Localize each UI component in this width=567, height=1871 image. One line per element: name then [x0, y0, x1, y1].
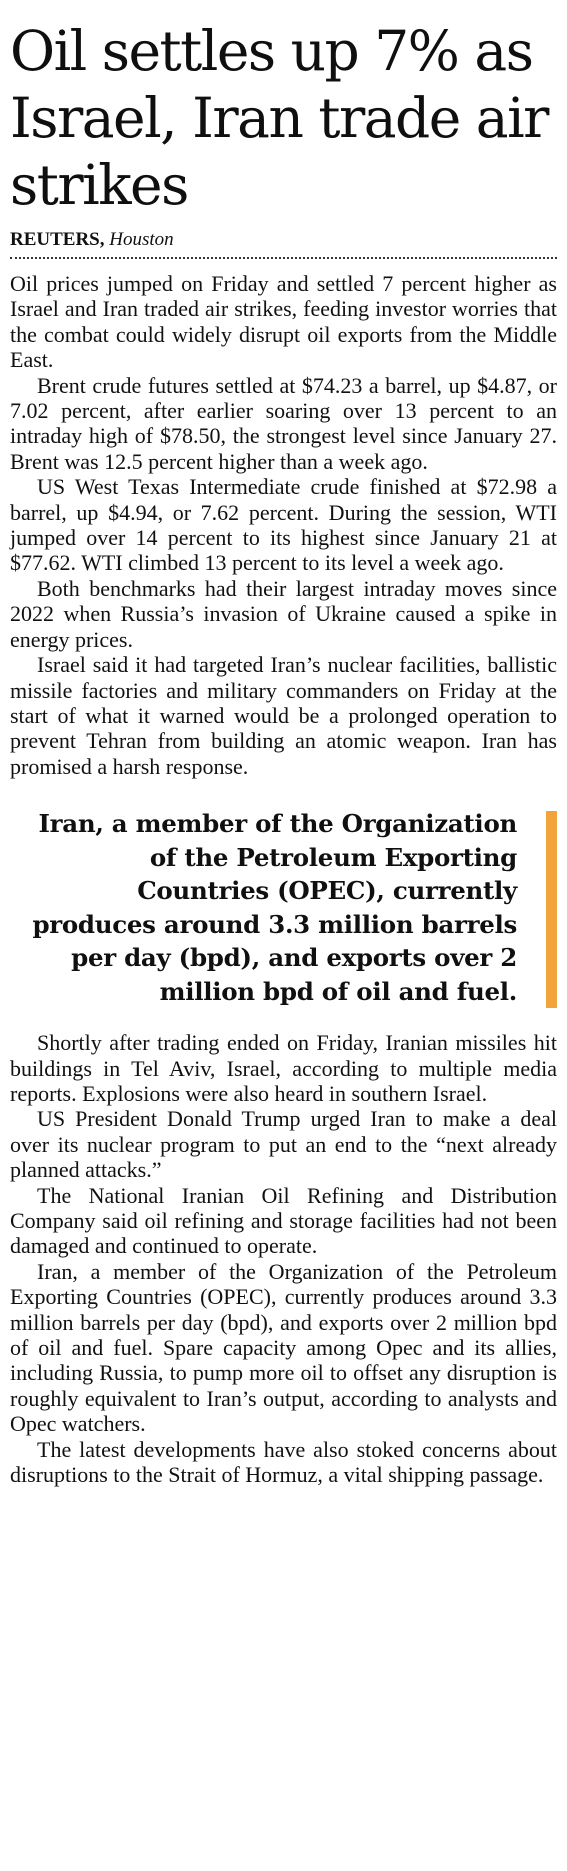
article-body-top	[10, 271, 557, 779]
paragraph: The National Iranian Oil Refining and Distribution Company said oil refining and storage facilities had not been damaged and continued to operate.	[10, 1182, 557, 1259]
pullquote-block	[10, 807, 557, 1008]
article-body-bottom	[10, 1030, 557, 1487]
paragraph: Iran, a member of the Organization of the Petroleum Exporting Countries (OPEC), currently produces around 3.3 million barrels per day (bpd), and exports over 2 million bpd of oil and fuel. Spare capacity among Opec and its allies, including Russia, to pump more oil to offset any disruption is roughly equivalent to Iran’s output, according to analysts and Opec watchers.	[10, 1258, 557, 1437]
pullquote: Iran, a member of the Organization of the Petroleum Exporting Countries (OPEC), currently produces around 3.3 million barrels per day (bpd), and exports over 2 million bpd of oil and fuel.	[32, 809, 517, 1006]
byline-place: Houston	[109, 229, 174, 250]
paragraph: Shortly after trading ended on Friday, Iranian missiles hit buildings in Tel Aviv, Israel, according to multiple media reports. Explosions were also heard in southern Israel.	[10, 1030, 557, 1106]
paragraph: Brent crude futures settled at $74.23 a barrel, up $4.87, or 7.02 percent, after earlier soaring over 13 percent to an intraday high of $78.50, the strongest level since January 27. Brent was 12.5 percent higher than a week ago.	[10, 372, 557, 474]
paragraph: US West Texas Intermediate crude finished at $72.98 a barrel, up $4.94, or 7.62 percent. During the session, WTI jumped over 14 percent to its highest since January 21 at $77.62. WTI climbed 13 percent to its level a week ago.	[10, 474, 557, 576]
paragraph: Israel said it had targeted Iran’s nuclear facilities, ballistic missile factories and military commanders on Friday at the start of what it warned would be a prolonged operation to prevent Tehran from building an atomic weapon. Iran has promised a harsh response.	[10, 652, 557, 779]
paragraph: Both benchmarks had their largest intraday moves since 2022 when Russia’s invasion of Ukraine caused a spike in energy prices.	[10, 575, 557, 652]
paragraph: US President Donald Trump urged Iran to make a deal over its nuclear program to put an end to the “next already planned attacks.”	[10, 1106, 557, 1183]
byline-divider	[10, 257, 557, 259]
paragraph: The latest developments have also stoked concerns about disruptions to the Strait of Hormuz, a vital shipping passage.	[10, 1436, 557, 1488]
pullquote-accent-bar	[546, 811, 557, 1008]
paragraph: Oil prices jumped on Friday and settled 7 percent higher as Israel and Iran traded air strikes, feeding investor worries that the combat could widely disrupt oil exports from the Middle East.	[10, 271, 557, 373]
headline: Oil settles up 7% as Israel, Iran trade air strikes	[10, 19, 548, 217]
byline-agency: REUTERS,	[10, 229, 105, 250]
byline	[10, 229, 557, 251]
article	[10, 0, 557, 1487]
